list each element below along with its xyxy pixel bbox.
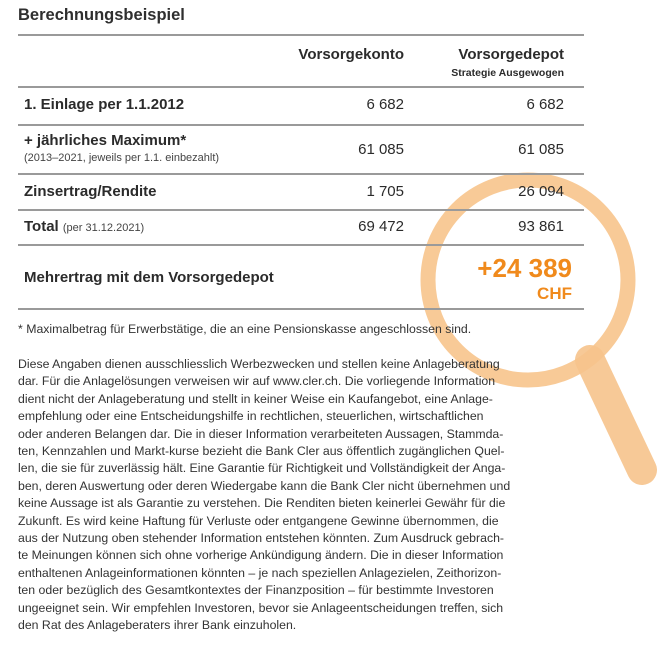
- row-note: (per 31.12.2021): [62, 222, 145, 234]
- table-cell: 61 085: [518, 141, 564, 158]
- footnote: * Maximalbetrag für Erwerbstätige, die an eine Pensionskasse angeschlossen sind.: [18, 322, 472, 336]
- highlight-currency: CHF: [537, 284, 572, 303]
- table-cell: 26 094: [518, 183, 564, 200]
- page-title: Berechnungsbeispiel: [18, 6, 185, 24]
- highlight-label: Mehrertrag mit dem Vorsorgedepot: [24, 269, 274, 286]
- row-label-maximum: + jährliches Maximum*: [24, 132, 187, 149]
- disclaimer-line: len, die sie für zuverlässig hält. Eine Garantie für Richtigkeit und Vollständigkeit der Anga-: [18, 461, 506, 476]
- disclaimer-line: den Rat des Anlageberaters ihrer Bank einzuholen.: [18, 618, 297, 633]
- divider: [18, 244, 584, 246]
- row-label-total: [24, 218, 144, 235]
- disclaimer-line: te Meinungen können sich ohne vorherige Ankündigung ändern. Die in dieser Information: [18, 548, 504, 563]
- row-label-text: Total: [24, 218, 59, 235]
- disclaimer-line: keine Aussage ist als Garantie zu verstehen. Die Renditen bieten keinerlei Gewähr für die: [18, 496, 506, 511]
- divider: [18, 34, 584, 36]
- divider: [18, 86, 584, 88]
- divider: [18, 124, 584, 126]
- disclaimer-line: enthaltenen Anlageinformationen könnten – je nach speziellen Anlagezielen, Zeithorizon-: [18, 565, 502, 580]
- divider: [18, 173, 584, 175]
- table-cell: 69 472: [358, 218, 404, 235]
- disclaimer-line: empfehlung oder eine Entscheidungshilfe in rechtlichen, steuerlichen, wirtschaftlichen: [18, 409, 484, 424]
- table-cell: 6 682: [526, 96, 564, 113]
- column-subheader: Strategie Ausgewogen: [451, 67, 564, 79]
- disclaimer-line: Diese Angaben dienen ausschliesslich Werbezwecken und stellen keine Anlageberatung: [18, 357, 500, 371]
- disclaimer-paragraph: [18, 356, 578, 635]
- disclaimer-line: dient nicht der Anlageberatung und stellt in keiner Weise ein Kaufangebot, eine Anlage-: [18, 391, 493, 406]
- disclaimer-line: ben, deren Auswertung oder deren Wiedergabe kann die Bank Cler nicht übernehmen und: [18, 478, 511, 493]
- disclaimer-line: dar. Für die Anlagelösungen verweisen wir auf www.cler.ch. Die vorliegende Information: [18, 374, 496, 389]
- disclaimer-line: aus der Nutzung oben stehender Information entstehen könnten. Zum Ausdruck gebrach-: [18, 531, 505, 546]
- column-header-vorsorgekonto: Vorsorgekonto: [298, 46, 404, 63]
- column-header-vorsorgedepot: Vorsorgedepot: [458, 46, 564, 63]
- divider: [18, 308, 584, 310]
- disclaimer-line: ten oder bezüglich des Gesamtkontextes der Finanzposition – für bestimmte Investoren: [18, 583, 494, 598]
- row-note: (2013–2021, jeweils per 1.1. einbezahlt): [24, 152, 220, 164]
- row-label-einlage: 1. Einlage per 1.1.2012: [24, 96, 185, 113]
- row-label-zinsertrag: Zinsertrag/Rendite: [24, 183, 157, 200]
- disclaimer-line: ungeeignet sein. Wir empfehlen Investoren, bevor sie Anlageentscheidungen treffen, sich: [18, 600, 504, 615]
- table-cell: 61 085: [358, 141, 404, 158]
- highlight-value: +24 389: [477, 253, 572, 283]
- disclaimer-line: Zukunft. Es wird keine Haftung für Verluste oder entgangene Gewinne übernommen, die: [18, 513, 499, 528]
- table-cell: 1 705: [366, 183, 404, 200]
- table-cell: 93 861: [518, 218, 564, 235]
- divider: [18, 209, 584, 211]
- table-cell: 6 682: [366, 96, 404, 113]
- disclaimer-line: oder anderen Belangen dar. Die in dieser Information verarbeiteten Aussagen, Stammda-: [18, 426, 504, 441]
- disclaimer-line: ten, Kennzahlen und Markt-kurse bezieht die Bank Cler aus öffentlich zugänglichen Quel-: [18, 444, 505, 459]
